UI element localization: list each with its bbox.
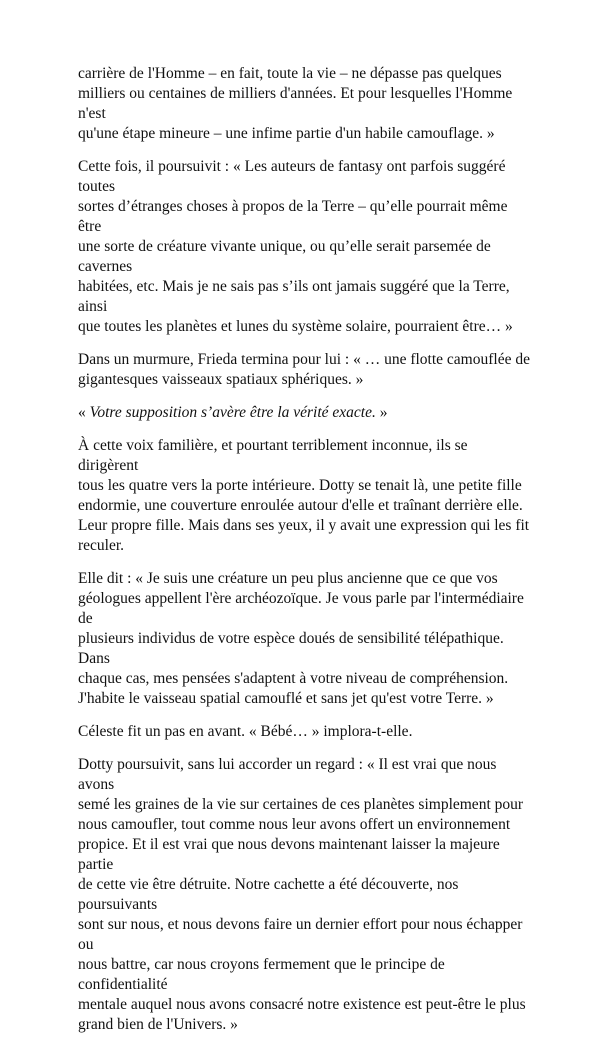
quote-close-mark: » xyxy=(375,404,388,421)
paragraph-1: carrière de l'Homme – en fait, toute la vie – ne dépasse pas quelques milliers ou centaines de milliers d'années. Et pour lesquelles l'Homme n'est qu'une étape mineure – une infime partie d'un habile camouflage. » xyxy=(78,65,513,142)
quote-italic-text: Votre supposition s’avère être la vérité exacte. xyxy=(89,404,376,421)
paragraph-8: Dotty poursuivit, sans lui accorder un regard : « Il est vrai que nous avons semé les graines de la vie sur certaines de ces planètes simplement pour nous camoufler, tout comme nous leur avons offert un environnement propice. Et il est vrai que nous devons maintenant laisser la majeure partie de cette vie être détruite. Notre cachette a été découverte, nos poursuivants sont sur nous, et nous devons faire un dernier effort pour nous échapper ou nous battre, car nous croyons fermement que le principe de confidentialité mentale auquel nous avons consacré notre existence est peut-être le plus grand bien de l'Univers. » xyxy=(78,756,526,1033)
paragraph-4-quote xyxy=(78,403,530,423)
paragraph-6: Elle dit : « Je suis une créature un peu plus ancienne que ce que vos géologues appellent l'ère archéozoïque. Je vous parle par l'intermédiaire de plusieurs individus de votre espèce doués de sensibilité télépathique. Dans chaque cas, mes pensées s'adaptent à votre niveau de compréhension. J'habite le vaisseau spatial camouflé et sans jet qu'est votre Terre. » xyxy=(78,570,524,707)
paragraph-3: Dans un murmure, Frieda termina pour lui : « … une flotte camouflée de gigantesques vaisseaux spatiaux sphériques. » xyxy=(78,351,530,388)
paragraph-2: Cette fois, il poursuivit : « Les auteurs de fantasy ont parfois suggéré toutes sortes d’étranges choses à propos de la Terre – qu’elle pourrait même être une sorte de créature vivante unique, ou qu’elle serait parsemée de cavernes habitées, etc. Mais je ne sais pas s’ils ont jamais suggéré que la Terre, ainsi que toutes les planètes et lunes du système solaire, pourraient être… » xyxy=(78,158,513,335)
quote-open-mark: « xyxy=(78,404,90,421)
document-page xyxy=(78,64,530,1048)
paragraph-7: Céleste fit un pas en avant. « Bébé… » implora-t-elle. xyxy=(78,723,413,740)
paragraph-5: À cette voix familière, et pourtant terriblement inconnue, ils se dirigèrent tous les quatre vers la porte intérieure. Dotty se tenait là, une petite fille endormie, une couverture enroulée autour d'elle et traînant derrière elle. Leur propre fille. Mais dans ses yeux, il y avait une expression qui les fit reculer. xyxy=(78,437,530,554)
